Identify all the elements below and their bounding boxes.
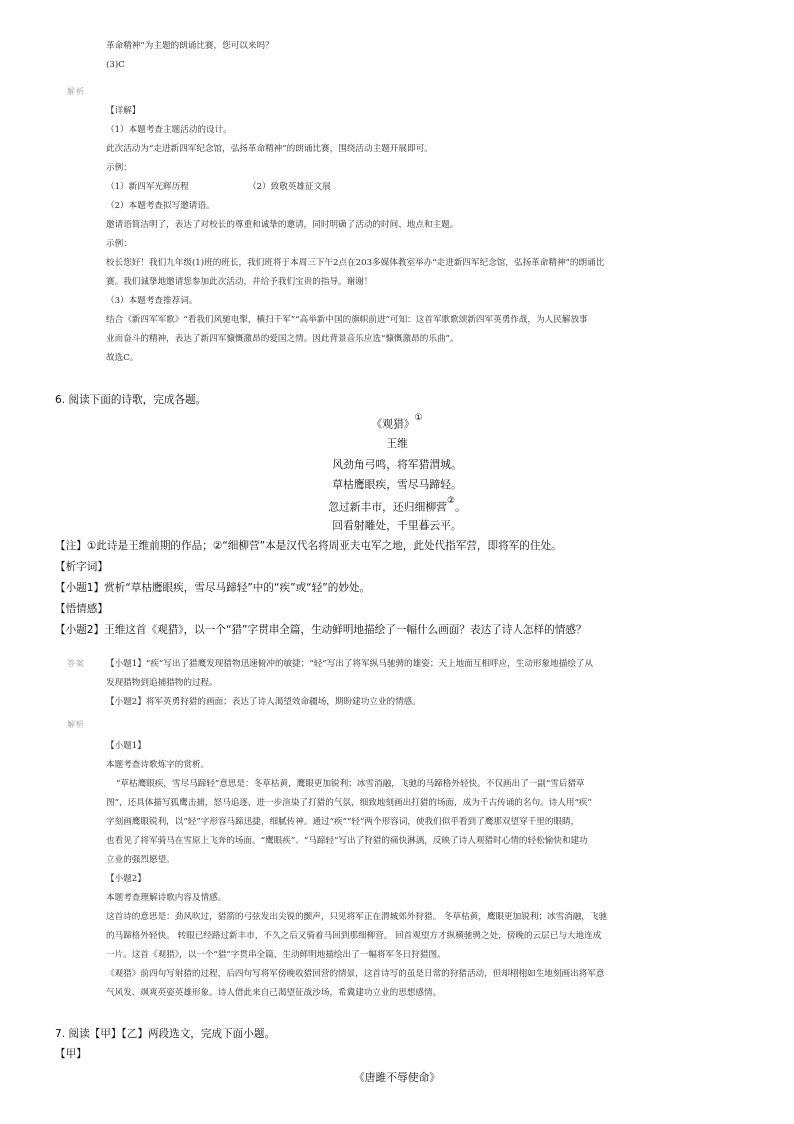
passage-title: 《唐雎不辱使命》 <box>353 1071 441 1084</box>
analysis2-line: 也看见了将军骑马在雪原上飞奔的场面。“鹰眼疾”、“马蹄轻”写出了狩猎的痛快淋漓，反映了诗人观猎时心情的轻松愉快和建功 <box>106 836 588 846</box>
analysis-tag: 解析 <box>67 87 85 96</box>
analysis-line: 邀请语简洁明了，表达了对校长的尊重和诚挚的邀请，同时明确了活动的时间、地点和主题。 <box>106 220 459 230</box>
analysis-line: 校长您好！我们九年级(1)班的班长，我们班将于本周三下午2点在203多媒体教室举办“走进新四军纪念馆，弘扬革命精神”的朗诵比 <box>106 258 605 268</box>
analysis-line: 【详解】 <box>106 106 141 116</box>
section-analysis-words: 【析字词】 <box>55 561 108 573</box>
poem-title-note: ① <box>414 413 423 423</box>
analysis-line: （1）新四军光辉历程 <box>106 182 189 192</box>
answer-tag: 答案 <box>67 659 85 668</box>
analysis-line: （1）本题考查主题活动的设计。 <box>106 125 232 135</box>
analysis-tag-2: 解析 <box>67 720 85 729</box>
analysis2-line: 【小题2】 <box>106 874 146 884</box>
passage-jia-label: 【甲】 <box>55 1048 87 1060</box>
sub-question-1: 【小题1】赏析“草枯鹰眼疾，雪尽马蹄轻”中的“疾”或“轻”的妙处。 <box>55 582 371 594</box>
analysis-line: 此次活动为“走进新四军纪念馆，弘扬革命精神”的朗诵比赛，围绕活动主题开展即可。 <box>106 144 433 154</box>
analysis2-line: 【小题1】 <box>106 741 146 751</box>
answer-line: 【小题1】“疾”写出了猎鹰发现猎物迅速俯冲的敏捷；“轻”写出了将军纵马驰骋的雄姿；天上地面互相呼应，生动形象地描绘了从 <box>106 659 594 669</box>
analysis2-line: 《观猎》前四句写射猎的过程，后四句写将军傍晚收猎回营的情景，这首诗写的虽是日常的狩猎活动，但却栩栩如生地刻画出将军意 <box>106 969 605 979</box>
analysis2-line: 一片。这首《观猎》，以一个“猎”字贯串全篇，生动鲜明地描绘出了一幅将军冬日狩猎图。 <box>106 950 446 960</box>
poem-line-3-text: 忽过新丰市，还归细柳营 <box>328 500 447 514</box>
analysis-line: 示例： <box>106 163 132 173</box>
analysis2-line: “草枯鹰眼疾，雪尽马蹄轻”意思是：冬草枯黄，鹰眼更加锐利；冰雪消融，飞驰的马蹄格外轻快。不仅画出了一副“雪后猎草 <box>116 779 585 789</box>
question-7-heading: 7. 阅读【甲】【乙】两段选文，完成下面小题。 <box>55 1028 276 1040</box>
section-feelings: 【悟情感】 <box>55 603 108 615</box>
analysis2-line: 本题考查理解诗歌内容及情感。 <box>106 893 227 903</box>
analysis2-line: 图”，还具体描写狐鹰击捕，怒马追逐，进一步渲染了打猎的气氛，细致地刻画出打猎的场面，成为千古传诵的名句。诗人用“疾” <box>106 798 592 808</box>
poem-title: 《观猎》 <box>371 417 415 431</box>
poem-note: 【注】①此诗是王维前期的作品；②“细柳营”本是汉代名将周亚夫屯军之地，此处代指军营，即将军的住处。 <box>55 540 562 552</box>
poem-title-row <box>0 414 794 432</box>
answer-line: 发现猎物到追捕猎物的过程。 <box>106 678 218 688</box>
analysis-line: 结合《新四军军歌》“看我们风驰电掣，横扫千军”“高举新中国的旗帜前进”可知：这首军歌歌颂新四军英勇作战，为人民解放事 <box>106 315 588 325</box>
analysis2-line: 的马蹄格外轻快。 转眼已经路过新丰市，不久之后又骑着马回到那细柳营。 回首观望方才纵横驰骋之处，傍晚的云层已与大地连成 <box>106 931 602 941</box>
poem-line-3-end: 。 <box>455 500 466 514</box>
poem-line-3 <box>0 497 794 515</box>
poem-line: 回看射雕处，千里暮云平。 <box>332 519 462 532</box>
top-line-2: (3)C <box>106 60 125 70</box>
analysis-line: （2）本题考查拟写邀请语。 <box>106 201 215 211</box>
analysis2-line: 这首诗的意思是：劲风吹过，猎箭的弓弦发出尖锐的颤声，只见将军正在渭城郊外狩猎。 冬草枯黄，鹰眼更加锐利；冰雪消融，飞驰 <box>106 912 608 922</box>
analysis2-line: 立业的强烈愿望。 <box>106 855 175 865</box>
analysis2-line: 本题考查诗歌炼字的赏析。 <box>106 760 210 770</box>
answer-line: 【小题2】将军英勇狩猎的画面；表达了诗人渴望效命疆场，期盼建功立业的情感。 <box>106 697 421 707</box>
analysis2-line: 气风发、飒爽英姿英雄形象。诗人借此来自己渴望征战沙场，希冀建功立业的思想感情。 <box>106 988 442 998</box>
analysis-line: 业而奋斗的精神，表达了新四军慷慨激昂的爱国之情。因此背景音乐应选“慷慨激昂的乐曲”。 <box>106 334 459 344</box>
analysis-line: （2）致敬英雄征文展 <box>248 182 331 192</box>
analysis-line: 故选C。 <box>106 353 139 363</box>
analysis-line: 赛。我们诚挚地邀请您参加此次活动，并给予我们宝贵的指导。谢谢！ <box>106 277 373 287</box>
sub-question-2: 【小题2】王维这首《观猎》，以一个“猎”字贯串全篇，生动鲜明地描绘了一幅什么画面？表达了诗人怎样的情感？ <box>55 624 587 636</box>
question-6-heading: 6. 阅读下面的诗歌，完成各题。 <box>55 394 207 406</box>
top-line-1: 革命精神”为主题的朗诵比赛，您可以来吗？ <box>106 41 274 51</box>
analysis2-line: 字刻画鹰眼锐利，以“轻”字形容马蹄迅捷，细腻传神。通过“疾”“轻”两个形容词，使我们似乎看到了鹰那双望穿千里的眼睛， <box>106 817 580 827</box>
analysis-line: 示例： <box>106 239 132 249</box>
poem-line: 草枯鹰眼疾，雪尽马蹄轻。 <box>332 478 462 491</box>
poem-line-3-note: ② <box>446 496 456 506</box>
analysis-line: （3）本题考查推荐词。 <box>106 296 198 306</box>
poem-line: 风劲角弓鸣，将军猎渭城。 <box>332 458 462 471</box>
poem-author: 王维 <box>386 437 408 450</box>
